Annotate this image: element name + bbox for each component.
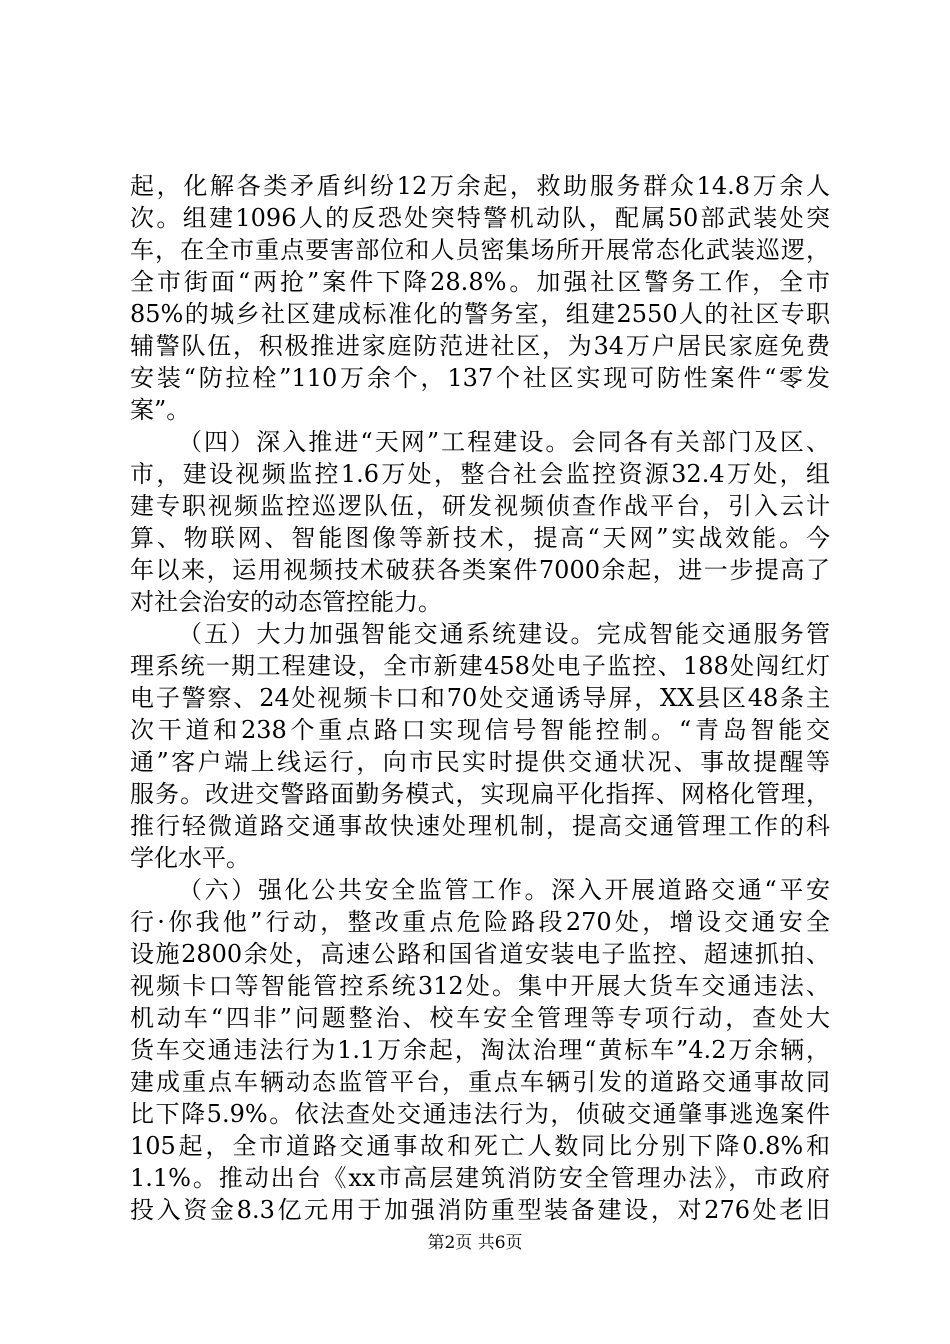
section-heading-line: （六）强化公共安全监管工作。深入开展道路交通“平安 bbox=[178, 876, 830, 904]
section-heading-line: （五）大力加强智能交通系统建设。完成智能交通服务管 bbox=[178, 620, 830, 648]
text-line: 1.1%。推动出台《xx市高层建筑消防安全管理办法》，市政府 bbox=[130, 1164, 830, 1192]
text-line: 通”客户端上线运行，向市民实时提供交通状况、事故提醒等 bbox=[130, 748, 830, 776]
text-line: 对社会治安的动态管控能力。 bbox=[130, 588, 442, 616]
text-line: 市，建设视频监控1.6万处，整合社会监控资源32.4万处，组 bbox=[130, 460, 830, 488]
text-line: 建专职视频监控巡逻队伍，研发视频侦查作战平台，引入云计 bbox=[130, 492, 830, 520]
text-line: 105起，全市道路交通事故和死亡人数同比分别下降0.8%和 bbox=[130, 1132, 830, 1160]
text-line: 次。组建1096人的反恐处突特警机动队，配属50部武装处突 bbox=[130, 204, 830, 232]
text-line: 机动车“四非”问题整治、校车安全管理等专项行动，查处大 bbox=[130, 1004, 830, 1032]
page-number-footer: 第2页 共6页 bbox=[427, 1233, 523, 1253]
text-line: 85%的城乡社区建成标准化的警务室，组建2550人的社区专职 bbox=[130, 300, 830, 328]
text-line: 设施2800余处，高速公路和国省道安装电子监控、超速抓拍、 bbox=[130, 940, 830, 968]
text-line: 案”。 bbox=[130, 396, 191, 424]
text-line: 投入资金8.3亿元用于加强消防重型装备建设，对276处老旧 bbox=[130, 1196, 830, 1224]
text-line: 服务。改进交警路面勤务模式，实现扁平化指挥、网格化管理， bbox=[130, 780, 830, 808]
text-line: 行·你我他”行动，整改重点危险路段270处，增设交通安全 bbox=[130, 908, 830, 936]
section-heading-line: （四）深入推进“天网”工程建设。会同各有关部门及区、 bbox=[178, 428, 830, 456]
text-line: 安装“防拉栓”110万余个，137个社区实现可防性案件“零发 bbox=[130, 364, 830, 392]
text-line: 电子警察、24处视频卡口和70处交通诱导屏，XX县区48条主 bbox=[130, 684, 830, 712]
document-body bbox=[130, 170, 830, 1226]
text-line: 起，化解各类矛盾纠纷12万余起，救助服务群众14.8万余人 bbox=[130, 172, 830, 200]
text-line: 货车交通违法行为1.1万余起，淘汰治理“黄标车”4.2万余辆， bbox=[130, 1036, 830, 1064]
text-line: 算、物联网、智能图像等新技术，提高“天网”实战效能。今 bbox=[130, 524, 830, 552]
text-line: 理系统一期工程建设，全市新建458处电子监控、188处闯红灯 bbox=[130, 652, 830, 680]
text-line: 年以来，运用视频技术破获各类案件7000余起，进一步提高了 bbox=[130, 556, 830, 584]
text-line: 推行轻微道路交通事故快速处理机制，提高交通管理工作的科 bbox=[130, 812, 830, 840]
text-line: 次干道和238个重点路口实现信号智能控制。“青岛智能交 bbox=[130, 716, 830, 744]
text-line: 学化水平。 bbox=[130, 844, 250, 872]
text-line: 车，在全市重点要害部位和人员密集场所开展常态化武装巡逻， bbox=[130, 236, 830, 264]
text-line: 建成重点车辆动态监管平台，重点车辆引发的道路交通事故同 bbox=[130, 1068, 830, 1096]
text-line: 辅警队伍，积极推进家庭防范进社区，为34万户居民家庭免费 bbox=[130, 332, 830, 360]
text-line: 比下降5.9%。依法查处交通违法行为，侦破交通肇事逃逸案件 bbox=[130, 1100, 830, 1128]
text-line: 视频卡口等智能管控系统312处。集中开展大货车交通违法、 bbox=[130, 972, 830, 1000]
text-line: 全市街面“两抢”案件下降28.8%。加强社区警务工作，全市 bbox=[130, 268, 830, 296]
